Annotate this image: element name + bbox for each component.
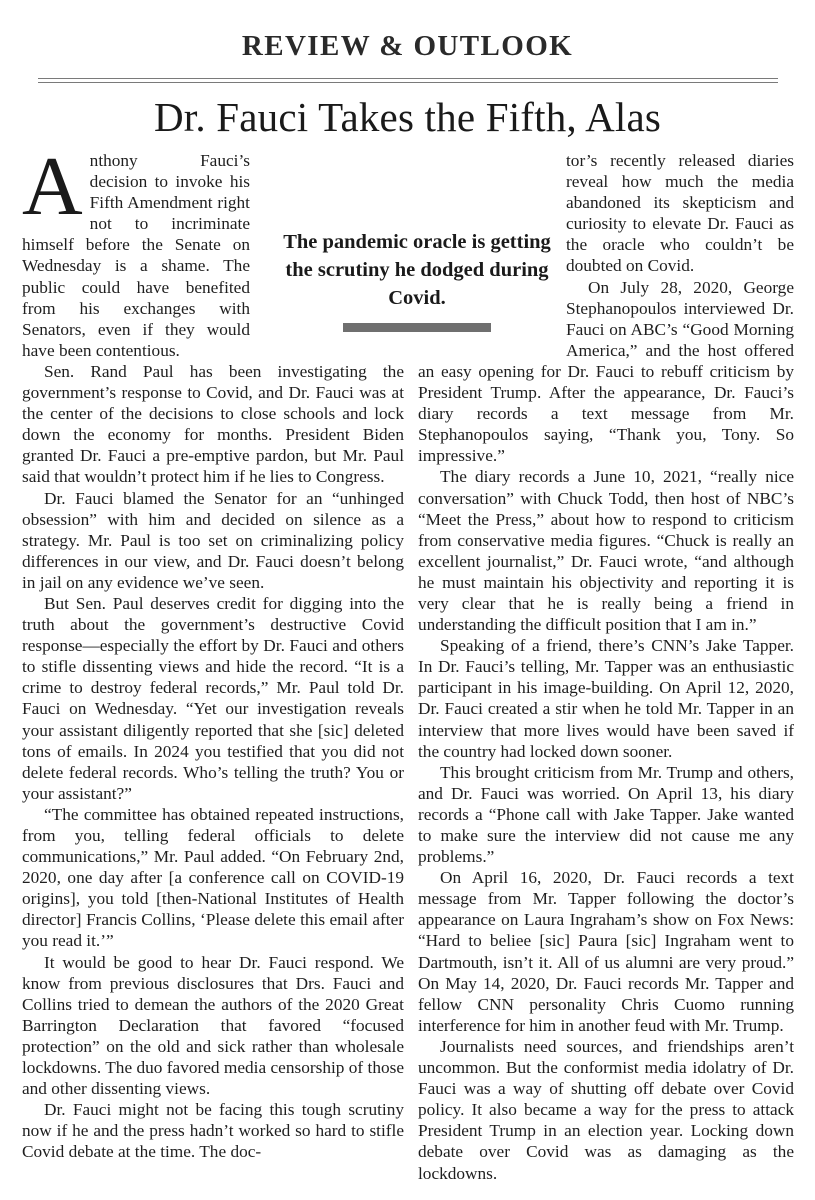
paragraph: Dr. Fauci blamed the Senator for an “unhinged obsession” with him and decided on silence as a strategy. Mr. Paul is too set on criminalizing policy differences in our view, and Dr. Fauci doesn’t belong in jail on any evidence we’ve seen. [22, 488, 404, 592]
section-header: REVIEW & OUTLOOK [241, 30, 574, 62]
article-headline: Dr. Fauci Takes the Fifth, Alas [153, 94, 662, 140]
pull-quote: The pandemic oracle is getting the scrutiny he dodged during Covid. [282, 228, 552, 312]
paragraph: On April 16, 2020, Dr. Fauci records a text message from Mr. Tapper following the doctor’s appearance on Laura Ingraham’s show on Fox News: “Hard to beliee [sic] Paura [sic] Ingraham went to Dartmouth, isn’t it. All of us alumni are very proud.” On May 14, 2020, Dr. Fauci records Mr. Tapper and fellow CNN personality Chris Cuomo running interference for him in another feud with Mr. Trump. [418, 868, 794, 1035]
paragraph: Dr. Fauci might not be facing this tough scrutiny now if he and the press hadn’t worked so hard to stifle Covid debate at the time. The doc- [22, 1100, 404, 1162]
paragraph: But Sen. Paul deserves credit for digging into the truth about the government’s destructive Covid response—especially the effort by Dr. Fauci and others to stifle dissenting views and hide the record. “It is a crime to destroy federal records,” Mr. Paul told Dr. Fauci on Wednesday. “Yet our investigation reveals your assistant diligently reported that she [sic] deleted tons of emails. In 2024 you testified that you did not delete federal records. Who’s telling the truth? You or your assistant?” [22, 593, 404, 803]
paragraph: “The committee has obtained repeated instructions, from you, telling federal officials to delete communications,” Mr. Paul added. “On February 2nd, 2020, one day after [a conference call on COVID-19 origins], you told [then-National Institutes of Health director] Francis Collins, ‘Please delete this email after you read it.’” [22, 804, 404, 951]
paragraph: Journalists need sources, and friendships aren’t uncommon. But the conformist media idolatry of Dr. Fauci was a way of shutting off debate over Covid policy. It also became a way for the press to attack President Trump in an election year. Locking down debate over Covid was as damaging as the lockdowns. [418, 1036, 794, 1183]
header-rule-bottom [38, 82, 778, 83]
drop-cap: A [22, 140, 83, 233]
header-rule-top [38, 78, 778, 79]
paragraph: On July 28, 2020, George Stephanopoulos interviewed Dr. Fauci on ABC’s “Good Morning America,” and the host offered an easy opening for Dr. Fauci to rebuff criticism by President Trump. After the appearance, Dr. Fauci’s diary records a text message from Mr. Stephanopoulos saying, “Thank you, Tony. So impressive.” [418, 277, 794, 466]
paragraph: Sen. Rand Paul has been investigating the government’s response to Covid, and Dr. Fauci was at the center of the decisions to close schools and lock down the economy for months. President Biden granted Dr. Fauci a pre-emptive pardon, but Mr. Paul said that wouldn’t protect him if he lies to Congress. [22, 361, 404, 487]
paragraph: This brought criticism from Mr. Trump and others, and Dr. Fauci was worried. On April 13, his diary records a “Phone call with Jake Tapper. Jake wanted to make sure the interview did not cause me any problems.” [418, 762, 794, 867]
paragraph: It would be good to hear Dr. Fauci respond. We know from previous disclosures that Drs. Fauci and Collins tried to demean the authors of the 2020 Great Barrington Declaration that favored “focused protection” on the old and sick rather than wholesale lockdowns. The duo favored media censorship of those and other dissenting views. [22, 952, 404, 1099]
pull-quote-bar [343, 323, 491, 332]
paragraph-text: nthony Fauci’s decision to invoke his Fifth Amendment right not to incriminate himself before the Senate on Wednesday is a shame. The public could have benefited from his exchanges with Senators, even if they would have been contentious. [22, 151, 250, 360]
paragraph: Speaking of a friend, there’s CNN’s Jake Tapper. In Dr. Fauci’s telling, Mr. Tapper was an enthusiastic participant in his image-building. On April 12, 2020, Dr. Fauci created a stir when he told Mr. Tapper in an interview that more lives would have been saved if the country had locked down sooner. [418, 636, 794, 761]
paragraph: The diary records a June 10, 2021, “really nice conversation” with Chuck Todd, then host of NBC’s “Meet the Press,” about how to respond to criticism from conservative media figures. “Chuck is really an excellent journalist,” Dr. Fauci wrote, “and although he must maintain his objectivity and reporting it is very clear that he is really being a friend in understanding the difficult position that I am in.” [418, 467, 794, 635]
paragraph: tor’s recently released diaries reveal how much the media abandoned its skepticism and curiosity to elevate Dr. Fauci as the oracle who couldn’t be doubted on Covid. [566, 151, 794, 276]
